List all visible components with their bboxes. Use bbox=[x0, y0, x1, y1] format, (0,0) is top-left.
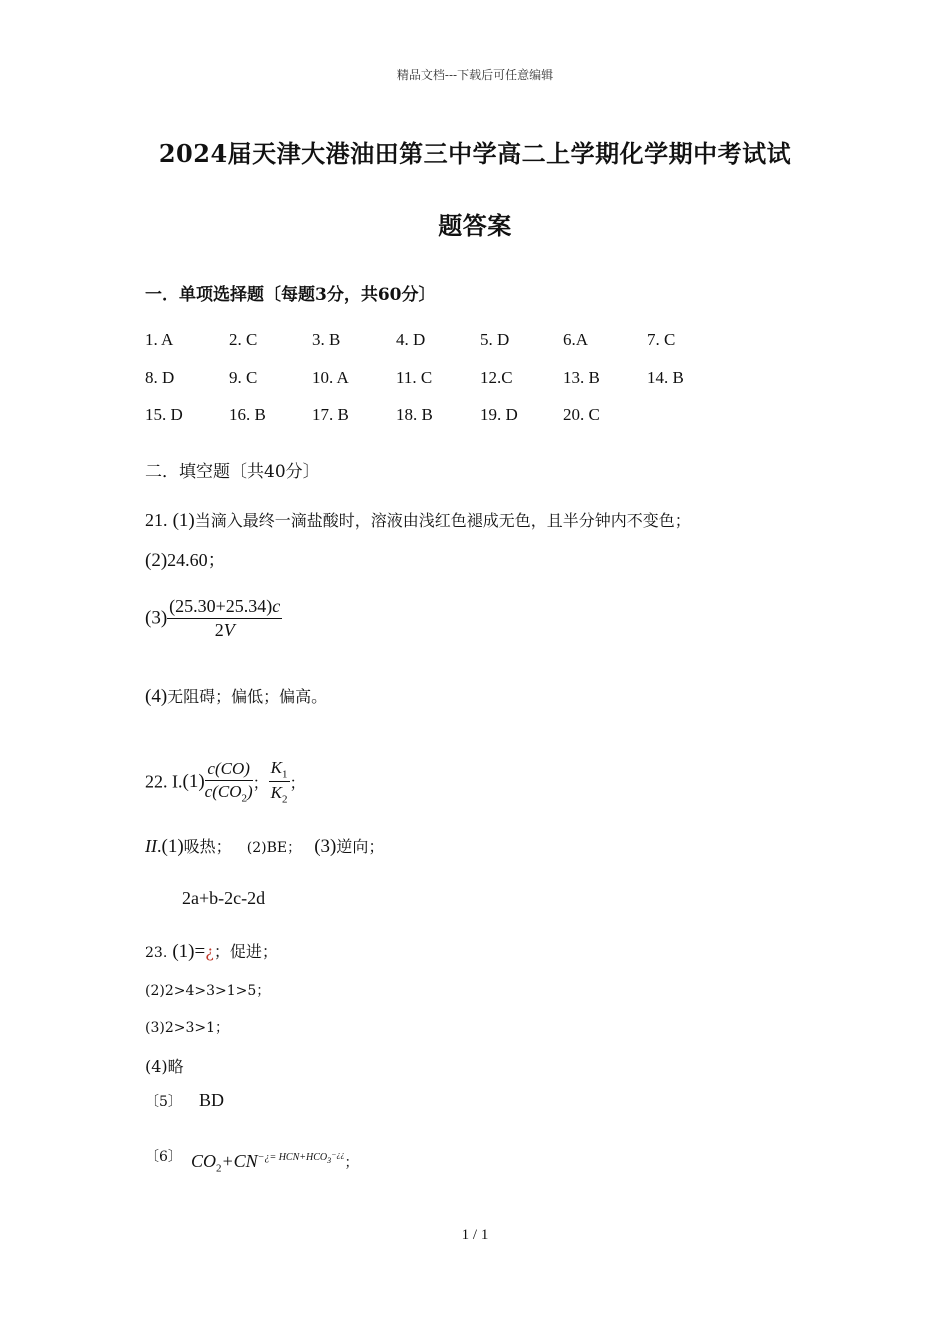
answer-item: 14. B bbox=[647, 368, 684, 387]
q23-part5-number: 〔5〕 bbox=[145, 1094, 182, 1110]
q22-part2 bbox=[145, 834, 384, 858]
q22-ii-part3-text: 逆向； bbox=[336, 837, 385, 856]
q21-part2-number: (2) bbox=[145, 550, 168, 571]
document-title-line-2: 题答案 bbox=[438, 211, 512, 240]
q23-eq-co: CO bbox=[191, 1151, 217, 1171]
q22-ii-dot: . bbox=[157, 836, 162, 856]
q22-fraction-denominator-close: ) bbox=[246, 782, 253, 802]
q23-eq-end: ； bbox=[344, 1155, 359, 1171]
q23-eq-products: −¿= HCN+HCO3−¿¿ bbox=[257, 1150, 345, 1165]
answer-item: 7. C bbox=[647, 330, 676, 349]
q23-part2: (2)2>4>3>1>5； bbox=[145, 983, 271, 999]
q23-eq-cn: +CN bbox=[221, 1151, 258, 1171]
q23-part5-text: BD bbox=[199, 1090, 225, 1110]
answer-item: 13. B bbox=[563, 368, 600, 387]
q22-k-denominator-sub: 2 bbox=[282, 793, 288, 806]
answer-item: 2. C bbox=[229, 330, 258, 349]
section-heading-choice: 一．单项选择题〔每题3分，共60分〕 bbox=[145, 285, 436, 305]
q22-k-denominator: K bbox=[270, 783, 283, 803]
q21-part1-number: (1) bbox=[172, 510, 195, 531]
q22-label: 22. I. bbox=[145, 771, 183, 792]
q23-part1-mark: ¿ bbox=[205, 942, 214, 961]
q21-fraction bbox=[167, 596, 282, 641]
answer-item: 12.C bbox=[480, 368, 513, 387]
document-title-line-1: 2024届天津大港油田第三中学高二上学期化学期中考试试 bbox=[158, 139, 792, 168]
answer-item: 20. C bbox=[563, 405, 600, 424]
answer-item: 6.A bbox=[563, 330, 589, 349]
q21-label: 21. bbox=[145, 510, 168, 530]
answer-item: 18. B bbox=[396, 405, 433, 424]
q22-k-numerator: K bbox=[270, 758, 283, 777]
q21-part1 bbox=[145, 508, 691, 532]
q21-fraction-numerator-var: c bbox=[272, 596, 281, 616]
q21-fraction-denominator: 2 bbox=[214, 620, 224, 640]
q22-ii-part1-text: 吸热； bbox=[183, 837, 232, 856]
q21-fraction-denominator-var: V bbox=[223, 620, 235, 640]
answer-item: 9. C bbox=[229, 368, 258, 387]
page-number: 1 / 1 bbox=[461, 1227, 489, 1243]
q21-fraction-numerator: (25.30+25.34) bbox=[169, 596, 273, 616]
answer-item: 8. D bbox=[145, 368, 175, 387]
q22-k-numerator-sub: 1 bbox=[282, 768, 288, 781]
q21-part4 bbox=[145, 684, 327, 708]
q21-part4-text: 无阻碍；偏低；偏高。 bbox=[167, 687, 328, 706]
answer-item: 19. D bbox=[480, 405, 518, 424]
q23-part3: (3)2>3>1； bbox=[145, 1020, 230, 1036]
q22-ii-label: II bbox=[145, 836, 157, 856]
q23-part6-number: 〔6〕 bbox=[145, 1149, 182, 1165]
q23-part1-number: (1)= bbox=[172, 941, 206, 962]
q22-end: ； bbox=[289, 773, 306, 793]
q22-part1-number: (1) bbox=[182, 770, 205, 792]
q22-ii-part3-number: (3) bbox=[314, 836, 337, 857]
q23-part5 bbox=[145, 1090, 224, 1111]
answer-item: 5. D bbox=[480, 330, 510, 349]
answer-item: 17. B bbox=[312, 405, 349, 424]
q23-part1-text: ；促进； bbox=[213, 942, 278, 961]
q21-part4-number: (4) bbox=[145, 686, 168, 707]
answer-item: 1. A bbox=[145, 330, 174, 349]
q21-part3-number: (3) bbox=[145, 607, 168, 629]
page-header: 精品文档---下载后可任意编辑 bbox=[396, 68, 554, 82]
q22-fraction-denominator: c(CO bbox=[204, 782, 242, 802]
q22-fraction-numerator: c(CO) bbox=[205, 759, 253, 781]
answer-item: 4. D bbox=[396, 330, 426, 349]
q23-part6 bbox=[145, 1146, 359, 1175]
q22-fraction-equilibrium bbox=[205, 759, 253, 804]
answer-item: 10. A bbox=[312, 368, 349, 387]
answer-item: 15. D bbox=[145, 405, 183, 424]
q22-ii-part2: (2)BE； bbox=[246, 840, 302, 856]
q22-fraction-denominator-sub: 2 bbox=[241, 792, 247, 805]
q22-ii-part1-number: (1) bbox=[161, 836, 184, 857]
q23-part1 bbox=[145, 939, 278, 963]
q21-part2-text: 24.60； bbox=[167, 550, 226, 570]
answer-item: 11. C bbox=[396, 368, 433, 387]
section-heading-fill: 二．填空题〔共40分〕 bbox=[145, 462, 320, 482]
q21-part3 bbox=[145, 596, 282, 641]
q21-part1-text: 当滴入最终一滴盐酸时，溶液由浅红色褪成无色，且半分钟内不变色； bbox=[194, 511, 691, 530]
q23-label: 23. bbox=[145, 945, 168, 961]
q23-part4: (4)略 bbox=[145, 1057, 184, 1076]
answer-item: 16. B bbox=[229, 405, 266, 424]
answer-item: 3. B bbox=[312, 330, 341, 349]
q22-fraction-k bbox=[269, 758, 290, 806]
q21-part2 bbox=[145, 546, 226, 572]
q22-separator: ； bbox=[252, 773, 269, 793]
q22-part1 bbox=[145, 758, 306, 806]
q23-equation bbox=[191, 1150, 345, 1175]
q22-expression: 2a+b-2c-2d bbox=[182, 888, 266, 908]
q23-eq-co-sub: 2 bbox=[216, 1162, 222, 1175]
